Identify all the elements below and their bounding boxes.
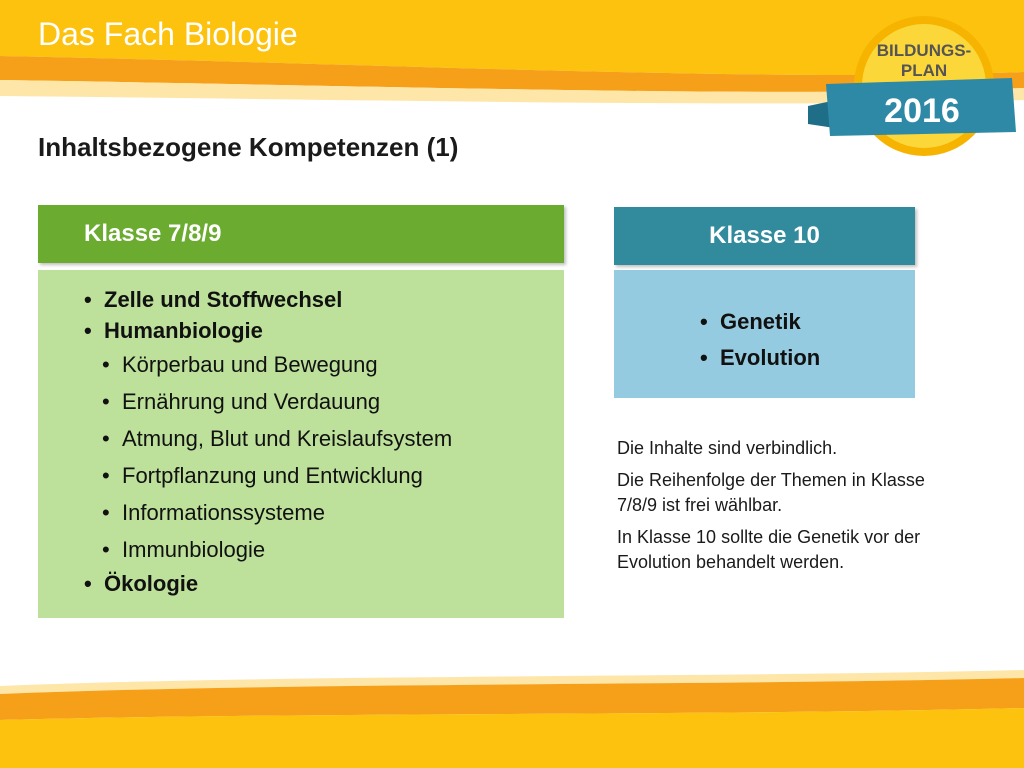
topic-item <box>84 315 452 346</box>
bullet-icon: • <box>102 389 110 414</box>
notes <box>617 436 947 582</box>
class-10-topic-list <box>700 304 820 376</box>
bullet-icon: • <box>84 287 92 312</box>
slide-title: Das Fach Biologie <box>38 16 298 52</box>
bullet-icon: • <box>102 352 110 377</box>
note-1: Die Inhalte sind verbindlich. <box>617 438 838 458</box>
bullet-icon: • <box>102 500 110 525</box>
topic-item <box>102 494 452 531</box>
badge-line2: PLAN <box>900 61 948 80</box>
topic-label: Genetik <box>720 309 801 334</box>
topic-label: Evolution <box>720 345 821 370</box>
slide-subtitle: Inhaltsbezogene Kompetenzen (1) <box>38 132 459 162</box>
bullet-icon: • <box>102 537 110 562</box>
note-3: In Klasse 10 sollte die Genetik vor der Evolution behandelt werden. <box>617 527 921 572</box>
topic-label: Körperbau und Bewegung <box>122 352 378 377</box>
topic-item <box>102 383 452 420</box>
topic-item <box>102 457 452 494</box>
badge-line1: BILDUNGS- <box>876 41 972 60</box>
topic-label: Immunbiologie <box>122 537 266 562</box>
topic-label: Humanbiologie <box>104 318 263 343</box>
topic-label: Ökologie <box>104 571 199 596</box>
bullet-icon: • <box>84 318 92 343</box>
topic-label: Fortpflanzung und Entwicklung <box>122 463 423 488</box>
class-10-header: Klasse 10 <box>614 207 915 265</box>
badge-year: 2016 <box>884 92 960 130</box>
bullet-icon: • <box>102 463 110 488</box>
bullet-icon: • <box>102 426 110 451</box>
topic-label: Ernährung und Verdauung <box>122 389 381 414</box>
bullet-icon: • <box>84 571 92 596</box>
topic-label: Atmung, Blut und Kreislaufsystem <box>122 426 453 451</box>
topic-label: Zelle und Stoffwechsel <box>104 287 343 312</box>
bullet-icon: • <box>700 309 708 334</box>
topic-item <box>102 420 452 457</box>
topic-label: Informationssysteme <box>122 500 325 525</box>
class-7-8-9-content-box <box>38 270 564 618</box>
topic-item <box>84 284 452 315</box>
topic-item <box>700 340 820 376</box>
bullet-icon: • <box>700 345 708 370</box>
class-7-8-9-header: Klasse 7/8/9 <box>38 205 564 263</box>
bildungsplan-badge-icon <box>806 14 1018 164</box>
bottom-banner <box>0 668 1024 768</box>
class-7-8-9-topic-list <box>84 284 452 599</box>
topic-item <box>102 531 452 568</box>
topic-item <box>84 568 452 599</box>
class-10-content-box <box>614 270 915 398</box>
topic-item <box>700 304 820 340</box>
note-2: Die Reihenfolge der Themen in Klasse 7/8/9 ist frei wählbar. <box>617 470 925 515</box>
topic-item <box>102 346 452 383</box>
